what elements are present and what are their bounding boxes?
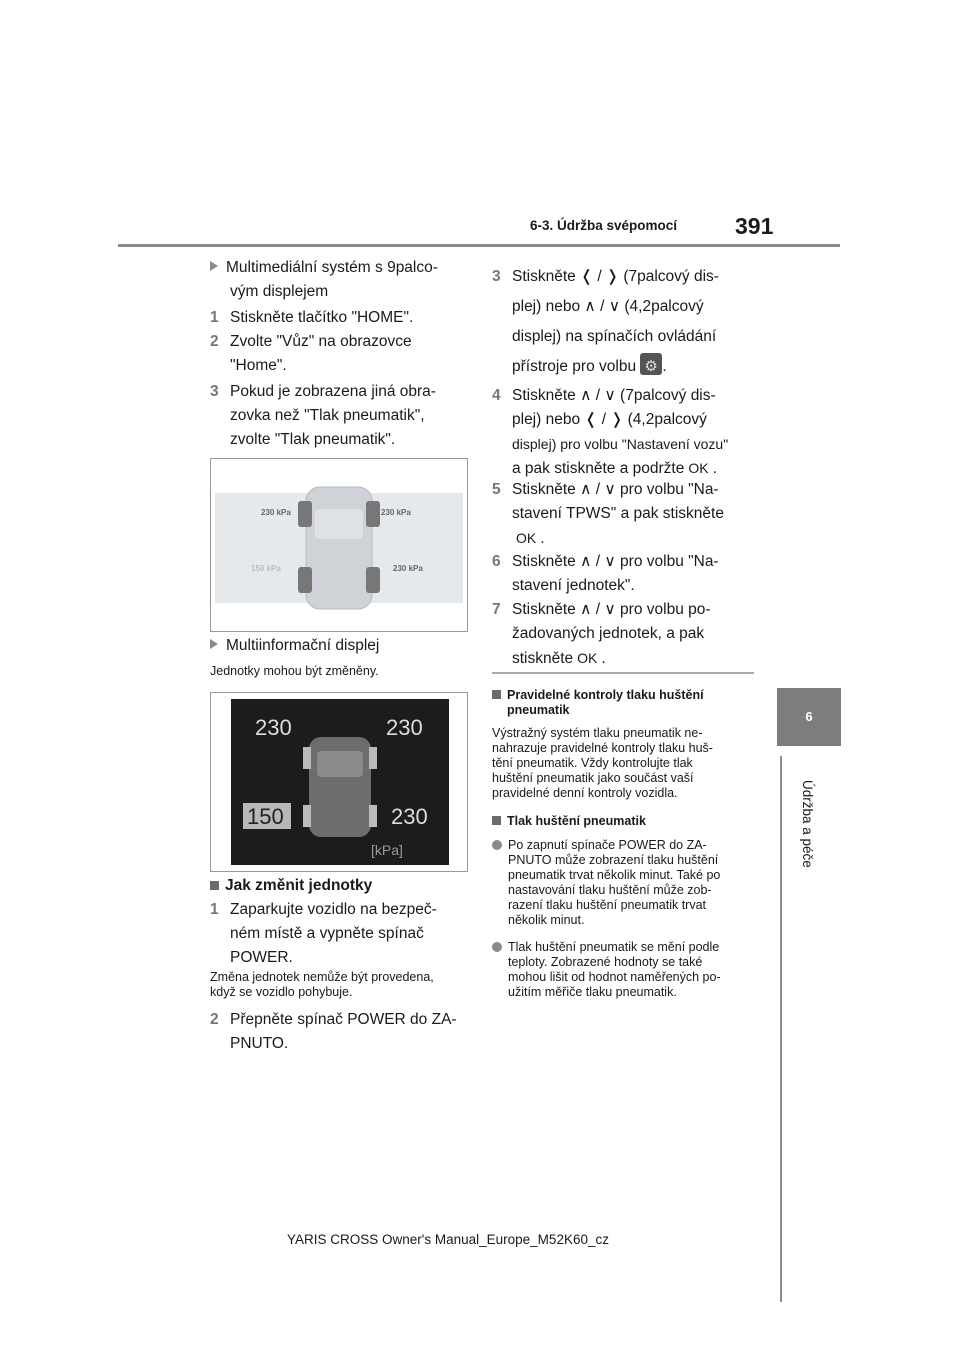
heading-change-units: Jak změnit jednotky <box>210 874 470 898</box>
chevron-left-icon: ❬ <box>584 411 598 428</box>
step-1: 1 Stiskněte tlačítko "HOME". <box>210 309 414 326</box>
bullet-text: Multimediální systém s 9palco- <box>226 259 438 276</box>
chevron-down-icon: ∨ <box>604 553 616 570</box>
chevron-right-icon: ❭ <box>606 268 620 285</box>
mid-front-left: 230 <box>255 715 292 740</box>
settings-gear-icon <box>640 353 662 375</box>
mid-rear-right: 230 <box>391 804 428 829</box>
section-divider <box>492 672 754 674</box>
unit-label: [kPa] <box>371 842 403 858</box>
step2-1: 1 Zaparkujte vozidlo na bezpeč- ném místě a vypněte spínač POWER. <box>210 901 437 966</box>
chevron-down-icon: ∨ <box>604 601 616 618</box>
tire-pressure-screen-9inch <box>210 458 468 632</box>
regular-checks-text: Výstražný systém tlaku pneumatik ne- nahrazuje pravidelné kontroly tlaku huš- tění pneumatik. Vždy kontrolujte tlak huštění pneumatik jako součást vaší pravidelné denní kontroly vozidla. <box>492 726 713 800</box>
step-r6: 6 Stiskněte ∧ / ∨ pro volbu "Na- stavení jednotek". <box>492 553 719 594</box>
car-topview-illustration <box>211 459 467 631</box>
note-units: Jednotky mohou být změněny. <box>210 664 379 678</box>
square-bullet-icon <box>492 816 501 825</box>
front-right-pressure: 230 kPa <box>381 508 411 517</box>
step-r4: 4 Stiskněte ∧ / ∨ (7palcový dis- plej) nebo ❬ / ❭ (4,2palcový displej) pro volbu "Nastavení vozu" a pak stiskněte a podržte OK . <box>492 384 754 481</box>
chevron-down-icon: ∨ <box>604 481 616 498</box>
square-bullet-icon <box>492 690 501 699</box>
chevron-down-icon: ∨ <box>608 298 621 315</box>
page-number: 391 <box>735 213 774 239</box>
bullet-9inch <box>210 256 470 304</box>
tire-pressure-screen-multiinfo <box>210 692 468 872</box>
section-title: 6-3. Údržba svépomocí <box>530 218 678 233</box>
chevron-left-icon: ❬ <box>580 268 594 285</box>
step-3: 3 Pokud je zobrazena jiná obra- zovka než "Tlak pneumatik", zvolte "Tlak pneumatik". <box>210 383 436 448</box>
note-bullet-2: Tlak huštění pneumatik se mění podle teploty. Zobrazené hodnoty se také mohou lišit od hodnot naměřených po- užitím měřiče tlaku pneumatik. <box>492 940 754 1000</box>
ok-button-icon: OK <box>688 460 709 476</box>
chapter-label: Údržba a péče <box>800 780 815 868</box>
chevron-up-icon: ∧ <box>580 553 592 570</box>
step2-2: 2 Přepněte spínač POWER do ZA- PNUTO. <box>210 1011 457 1052</box>
step-r3: 3 Stiskněte ❬ / ❭ (7palcový dis- plej) nebo ∧ / ∨ (4,2palcový displej) na spínačích ovládání přístroje pro volbu ⚙ . <box>492 262 754 382</box>
step-2: 2 Zvolte "Vůz" na obrazovce "Home". <box>210 333 412 374</box>
front-left-pressure: 230 kPa <box>261 508 291 517</box>
circle-bullet-icon <box>492 840 502 850</box>
tab-divider <box>780 756 782 1302</box>
note-driving: Změna jednotek nemůže být provedena, když se vozidlo pohybuje. <box>210 970 434 999</box>
chapter-tab: 6 <box>777 688 841 746</box>
square-bullet-icon <box>210 881 219 890</box>
chevron-up-icon: ∧ <box>580 387 592 404</box>
mid-rear-left: 150 <box>247 804 284 829</box>
rear-left-pressure: 150 kPa <box>251 564 281 573</box>
step-r7: 7 Stiskněte ∧ / ∨ pro volbu po- žadovaných jednotek, a pak stiskněte OK . <box>492 598 754 671</box>
multiinfo-display-illustration <box>211 693 467 871</box>
heading-regular-checks: Pravidelné kontroly tlaku huštění pneumatik <box>492 688 754 718</box>
note-bullet-1: Po zapnutí spínače POWER do ZA- PNUTO může zobrazení tlaku huštění pneumatik trvat několik minut. Také po nastavování tlaku huštění může zob- razení tlaku huštění pneumatik trvat několik minut. <box>492 838 754 928</box>
step-r5: 5 Stiskněte ∧ / ∨ pro volbu "Na- stavení TPWS" a pak stiskněte OK . <box>492 478 754 551</box>
chevron-down-icon: ∨ <box>604 387 616 404</box>
bullet-text-cont: vým displejem <box>230 283 329 300</box>
chevron-up-icon: ∧ <box>580 481 592 498</box>
circle-bullet-icon <box>492 942 502 952</box>
bullet-multiinfo: Multiinformační displej <box>210 634 470 658</box>
chevron-up-icon: ∧ <box>584 298 596 315</box>
rear-right-pressure: 230 kPa <box>393 564 423 573</box>
chevron-right-icon: ❭ <box>610 411 624 428</box>
mid-front-right: 230 <box>386 715 423 740</box>
ok-button-icon: OK <box>516 530 537 546</box>
chevron-up-icon: ∧ <box>580 601 592 618</box>
footer-manual-id: YARIS CROSS Owner's Manual_Europe_M52K60_cz <box>287 1232 609 1247</box>
heading-tire-pressure: Tlak huštění pneumatik <box>492 814 754 829</box>
header-divider <box>118 244 840 247</box>
ok-button-icon: OK <box>577 650 598 666</box>
